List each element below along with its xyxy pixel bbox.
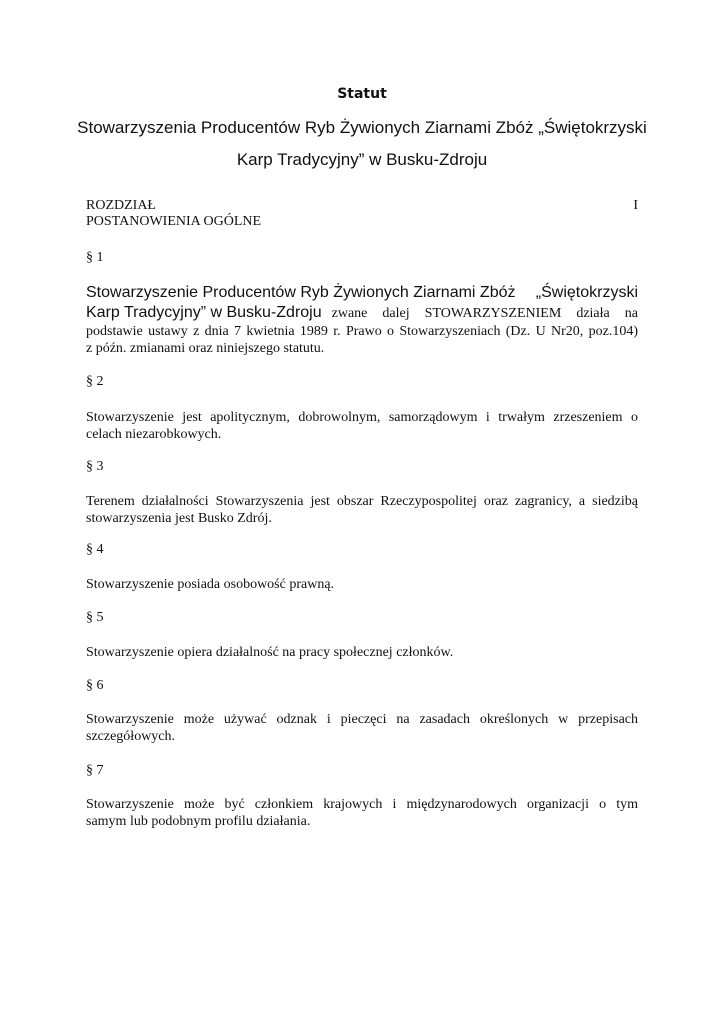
- paragraph-number-7: § 7: [86, 763, 104, 778]
- paragraph-5-line-1: Stowarzyszenie opiera działalność na pracy społecznej członków.: [86, 645, 454, 660]
- paragraph-number-6: § 6: [86, 678, 104, 693]
- paragraph-body-7: [86, 796, 638, 830]
- paragraph-1-word: STOWARZYSZENIEM: [424, 306, 562, 321]
- paragraph-7-line-2: samym lub podobnym profilu działania.: [86, 814, 311, 829]
- paragraph-1-word: dalej: [382, 306, 410, 321]
- paragraph-6-line-1: Stowarzyszenie może używać odznak i pieczęci na zasadach określonych w przepisach: [86, 712, 638, 727]
- paragraph-body-4: [86, 576, 638, 593]
- paragraph-6-line-2: szczegółowych.: [86, 729, 176, 744]
- paragraph-number-2: § 2: [86, 374, 104, 389]
- document-title: Statut: [337, 86, 387, 102]
- document-subtitle-line-1: Stowarzyszenia Producentów Ryb Żywionych Ziarnami Zbóż „Świętokrzyski: [77, 118, 647, 137]
- chapter-heading: [86, 198, 638, 230]
- paragraph-body-6: [86, 711, 638, 745]
- paragraph-number-4: § 4: [86, 542, 104, 557]
- paragraph-body-5: [86, 644, 638, 661]
- paragraph-1-line-1: [86, 283, 638, 303]
- paragraph-number-5: § 5: [86, 610, 104, 625]
- paragraph-1-line-2-serif: [322, 304, 638, 323]
- paragraph-1-word: zwane: [331, 306, 368, 321]
- paragraph-body-1: [86, 283, 638, 357]
- chapter-label: ROZDZIAŁ: [86, 198, 156, 213]
- paragraph-number-3: § 3: [86, 459, 104, 474]
- paragraph-3-line-2: stowarzyszenia jest Busko Zdrój.: [86, 511, 272, 526]
- paragraph-2-line-2: celach niezarobkowych.: [86, 427, 222, 442]
- paragraph-1-word: na: [624, 306, 638, 321]
- paragraph-3-line-1: Terenem działalności Stowarzyszenia jest obszar Rzeczypospolitej oraz zagranicy, a siedzibą: [86, 494, 638, 509]
- chapter-title: POSTANOWIENIA OGÓLNE: [86, 214, 262, 229]
- paragraph-1-line-2: [86, 303, 638, 323]
- paragraph-1-line-3: podstawie ustawy z dnia 7 kwietnia 1989 r. Prawo o Stowarzyszeniach (Dz. U Nr20, poz.104): [86, 324, 638, 339]
- document-subtitle-line-2: Karp Tradycyjny” w Busku-Zdroju: [236, 150, 488, 169]
- paragraph-body-3: [86, 493, 638, 527]
- paragraph-2-line-1: Stowarzyszenie jest apolitycznym, dobrowolnym, samorządowym i trwałym zrzeszeniem o: [86, 410, 638, 425]
- paragraph-1-line-1a: Stowarzyszenie Producentów Ryb Żywionych Ziarnami Zbóż: [86, 284, 516, 301]
- paragraph-1-word: działa: [576, 306, 610, 321]
- paragraph-7-line-1: Stowarzyszenie może być członkiem krajowych i międzynarodowych organizacji o tym: [86, 797, 638, 812]
- paragraph-4-line-1: Stowarzyszenie posiada osobowość prawną.: [86, 577, 335, 592]
- paragraph-1-line-2-sans: Karp Tradycyjny” w Busku-Zdroju: [86, 304, 322, 321]
- chapter-number: I: [633, 198, 638, 213]
- paragraph-1-line-1b: „Świętokrzyski: [535, 284, 638, 301]
- paragraph-number-1: § 1: [86, 250, 104, 265]
- paragraph-1-line-4: z późn. zmianami oraz niniejszego statutu.: [86, 341, 325, 356]
- paragraph-body-2: [86, 409, 638, 443]
